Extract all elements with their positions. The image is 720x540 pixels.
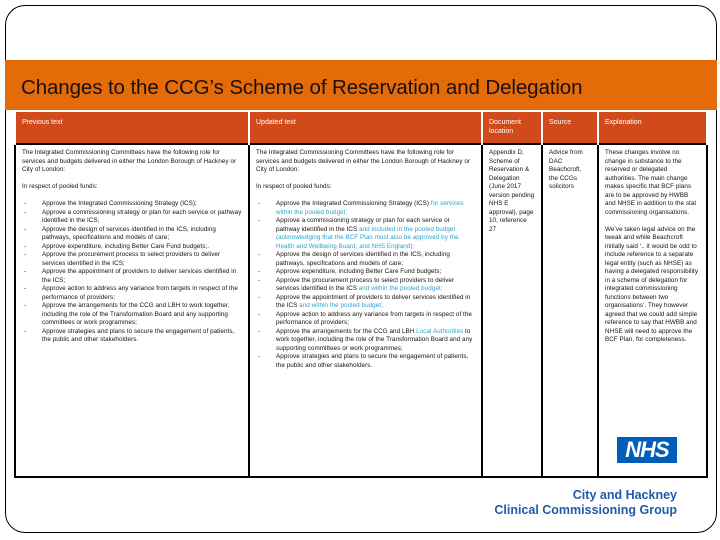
list-item: - Approve the arrangements for the CCG and LBH to work together, including the role of the Transformation Board and any supporting committees or work programmes;: [22, 302, 242, 328]
header-explanation: Explanation: [598, 112, 707, 144]
item-text: Approve the design of services identified in the ICS, including pathways, specifications and models of care;: [276, 251, 450, 267]
org-line-1: City and Hackney: [572, 488, 677, 502]
cell-document-location: Appendix D, Scheme of Reservation & Delegation (June 2017 version pending NHS E approval), page 10, reference 27: [482, 144, 542, 477]
updated-intro: The Integrated Commissioning Committees have the following role for services and budgets delivered in either the London Borough of Hackney or City of London:: [256, 149, 471, 173]
nhs-logo: NHS: [617, 437, 677, 463]
updated-pooled: In respect of pooled funds:: [256, 183, 332, 190]
previous-pooled: In respect of pooled funds:: [22, 183, 98, 190]
explanation-para-2: We’ve taken legal advice on the tweak and while Beachcroft initially said ‘.. it would be odd to include reference to a separate legal entity (such as NHSE) as having a delegated responsibility in a scheme of delegation for integrated commissioning functions between two organisations’. They however agreed that we could add simple reference to say that HWBB and NHSE will need to approve the BCF Plan, for completeness.: [605, 225, 699, 343]
item-text: Approve expenditure, including Better Care Fund budgets;: [276, 268, 442, 275]
cell-source: Advice from DAC Beachcroft, the CCGs solicitors: [542, 144, 598, 477]
added-text: Local Authorities: [416, 327, 464, 335]
table-row: [15, 144, 707, 477]
item-text: Approve action to address any variance from targets in respect of the performance of providers;: [276, 310, 472, 326]
list-item: - Approve the design of services identified in the ICS, including pathways, specifications and models of care;: [22, 226, 242, 243]
previous-list: [22, 200, 242, 345]
org-line-2: Clinical Commissioning Group: [494, 503, 677, 517]
list-item: - Approve a commissioning strategy or plan for each service or pathway identified in the ICS;: [22, 209, 242, 226]
explanation-para-1: These changes involve no change in substance to the reserved or delegated authorities. The main change makes specific that BCF plans are to be approved by HWBB and NHSE in addition to the stat commissioning organisations.: [605, 149, 697, 216]
list-item: - Approve expenditure, including Better Care Fund budgets;.: [22, 243, 242, 252]
list-item: - Approve the procurement process to select providers to deliver services identified in the ICS;: [22, 251, 242, 268]
table-header-row: [15, 112, 707, 144]
list-item: - Approve the Integrated Commissioning Strategy (ICS);: [22, 200, 242, 209]
changes-table: [14, 112, 708, 478]
header-source: Source: [542, 112, 598, 144]
list-item: [256, 268, 475, 277]
cell-explanation: [598, 144, 707, 477]
header-previous-text: Previous text: [15, 112, 249, 144]
item-text: Approve a commissioning strategy or plan for each service or pathway identified in the ICS: [276, 217, 450, 233]
list-item: - Approve the appointment of providers to deliver services identified in the ICS;: [22, 268, 242, 285]
added-text: and within the pooled budget;: [299, 302, 383, 309]
list-item: [256, 200, 475, 217]
previous-intro: The Integrated Commissioning Committees have the following role for services and budgets delivered in either the London Borough of Hackney or City of London:: [22, 149, 237, 173]
item-text: Approve the procurement process to select providers to deliver services identified in the ICS: [276, 276, 455, 292]
item-text: Approve the Integrated Commissioning Strategy (ICS): [276, 200, 431, 207]
added-text: and included in the pooled budget (acknowledging that the BCF Plan must also be approved by the Health and Wellbeing Board, and NHS England);: [276, 225, 459, 250]
list-item: [256, 251, 475, 268]
added-text: for services within the pooled budget;: [276, 200, 464, 216]
list-item: [256, 353, 475, 370]
item-text: Approve the appointment of providers to deliver services identified in the ICS: [276, 293, 471, 309]
list-item: - Approve action to address any variance from targets in respect of the performance of providers;: [22, 285, 242, 302]
header-updated-text: Updated text: [249, 112, 482, 144]
list-item: [256, 294, 475, 311]
list-item: [256, 217, 475, 251]
added-text: and within the pooled budget;: [358, 285, 443, 292]
header-document-location: Document location: [482, 112, 542, 144]
slide-title: Changes to the CCG’s Scheme of Reservation and Delegation: [21, 76, 583, 99]
item-text: Approve strategies and plans to secure the engagement of patients, the public and other stakeholders.: [276, 353, 469, 369]
list-item: [256, 311, 475, 328]
item-text: Approve the arrangements for the CCG and LBH: [276, 327, 417, 335]
list-item: - Approve strategies and plans to secure the engagement of patients, the public and other stakeholders.: [22, 328, 242, 345]
updated-list: [256, 200, 475, 370]
item-tail: to work together, including the role of the Transformation Board and any supporting committees or work programmes;: [276, 327, 473, 352]
list-item: [256, 328, 475, 354]
cell-previous-text: [15, 144, 249, 477]
organisation-name: [494, 488, 677, 518]
list-item: [256, 277, 475, 294]
cell-updated-text: [249, 144, 482, 477]
